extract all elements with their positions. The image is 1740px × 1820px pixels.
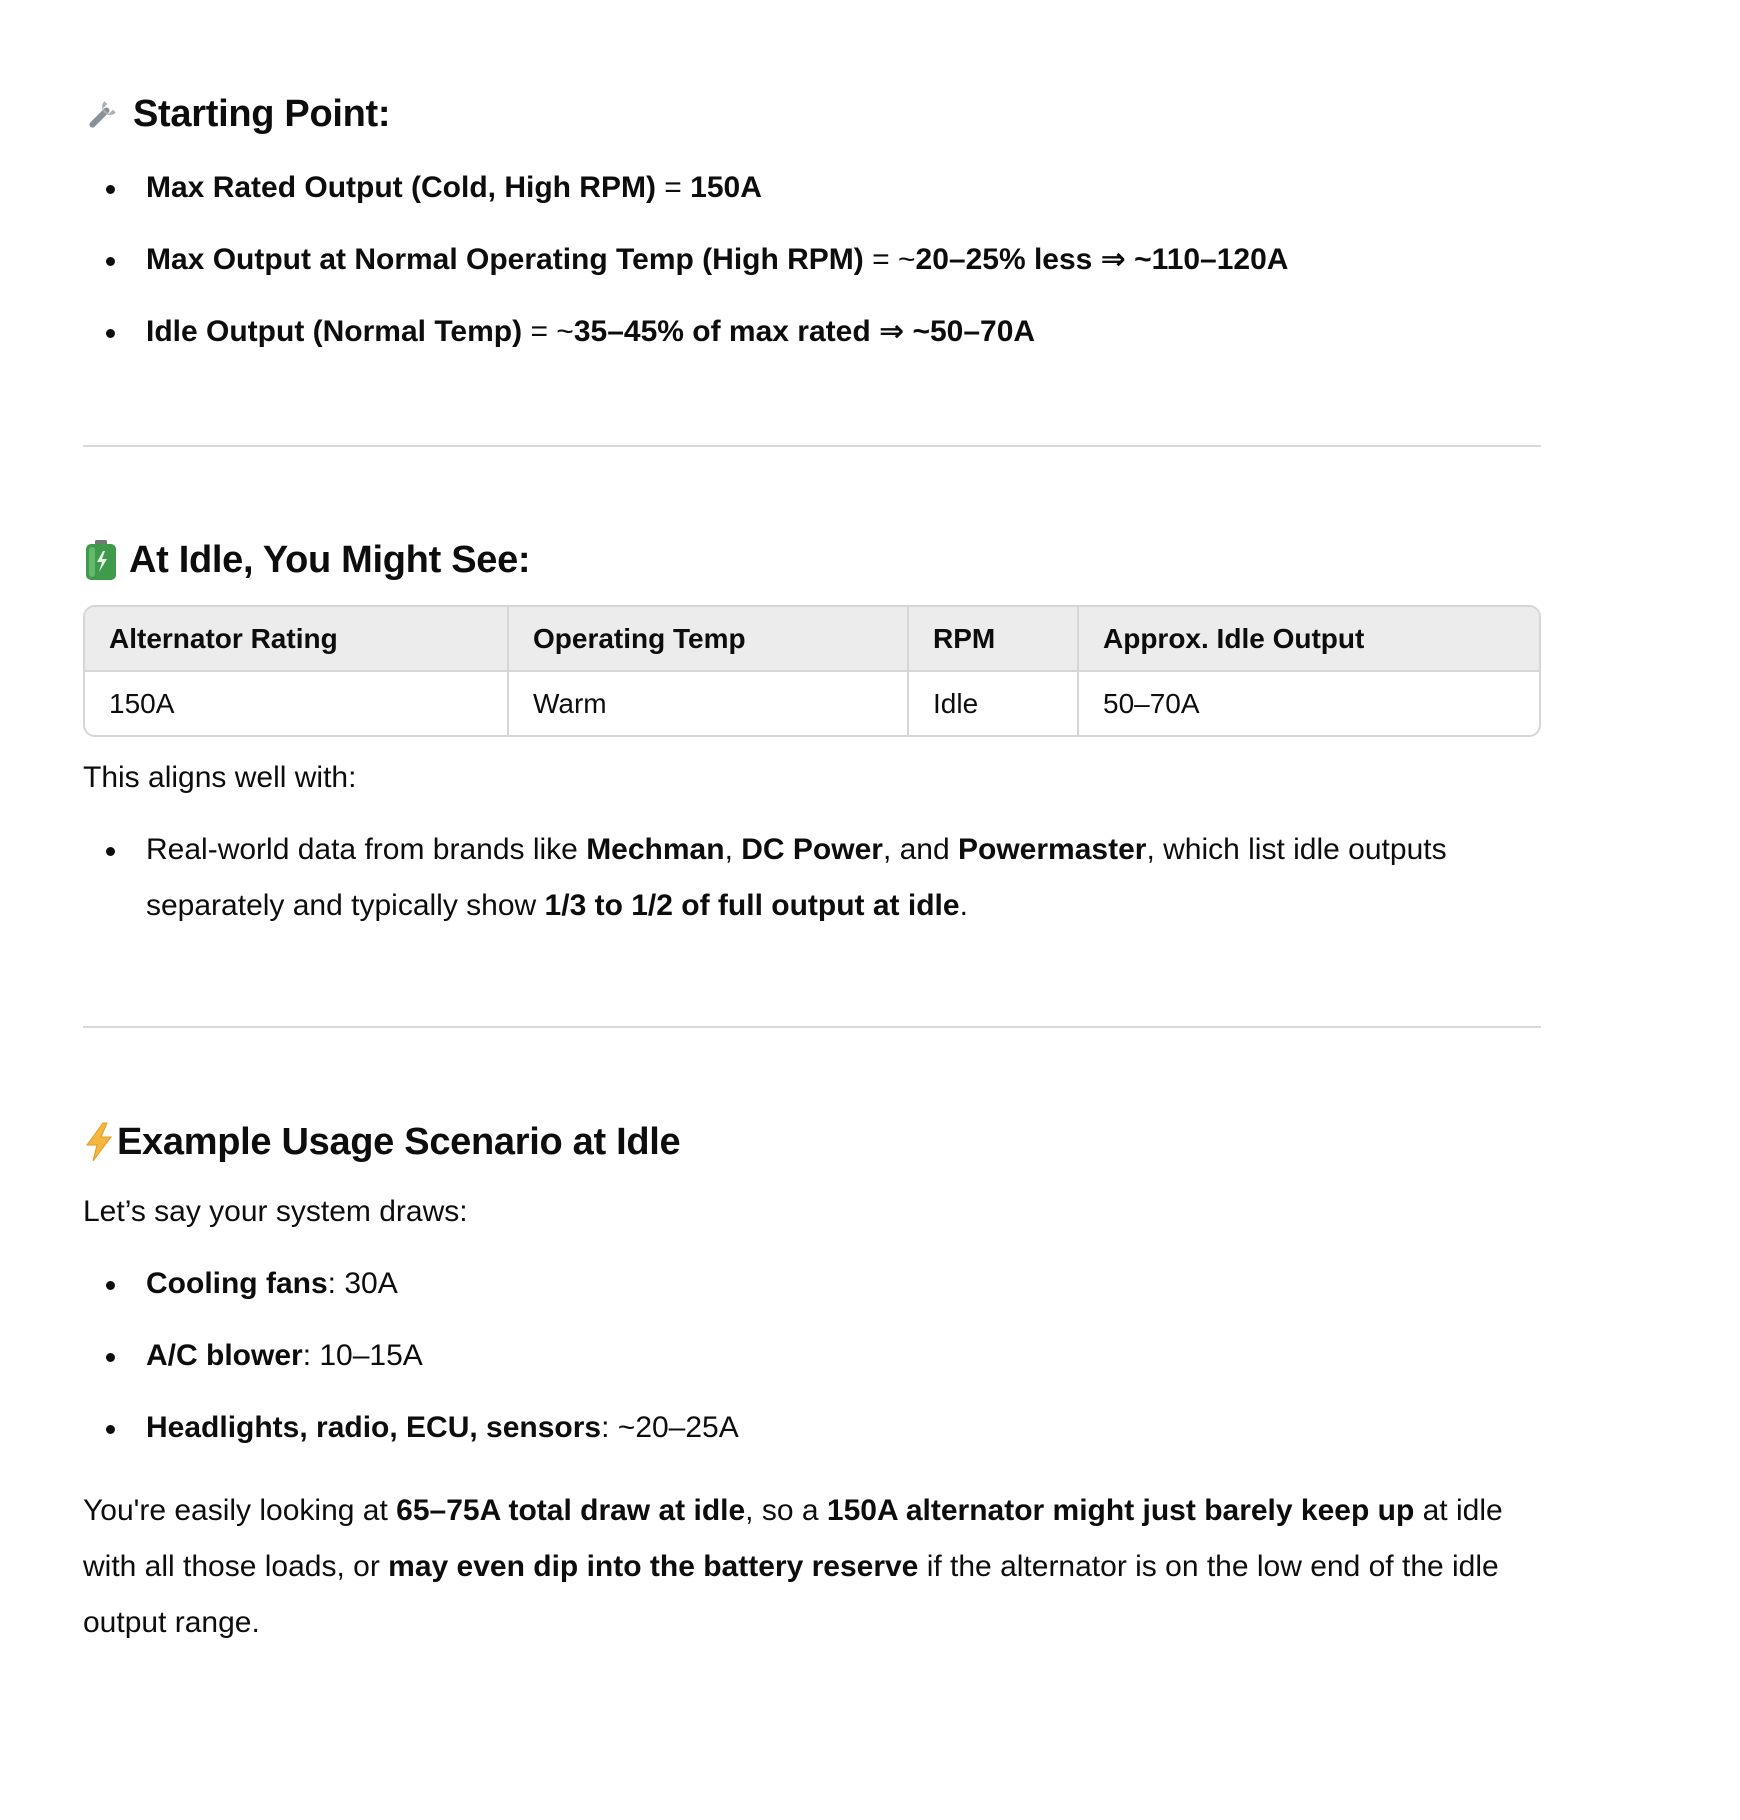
heading-example-usage [83, 1112, 1541, 1172]
system-draw-list [83, 1256, 1541, 1456]
aligns-list [83, 822, 1541, 934]
document-content [83, 0, 1541, 1651]
table-cell: 50–70A [1077, 672, 1539, 735]
battery-icon [83, 539, 119, 581]
table-cell: Idle [907, 672, 1077, 735]
paragraph-intro: This aligns well with: [83, 761, 357, 794]
list-item: Cooling fans: 30A [83, 1256, 1541, 1312]
table-cell: Warm [507, 672, 907, 735]
section-title: Example Usage Scenario at Idle [117, 1120, 681, 1163]
column-header: RPM [907, 607, 1077, 672]
wrench-icon [83, 94, 123, 134]
heading-at-idle [83, 530, 1541, 590]
list-item: Real-world data from brands like Mechman, DC Power, and Powermaster, which list idle outputs separately and typically show 1/3 to 1/2 of full output at idle. [83, 822, 1541, 934]
column-header: Approx. Idle Output [1077, 607, 1539, 672]
brand-powermaster: Powermaster [958, 833, 1147, 866]
list-item: Headlights, radio, ECU, sensors: ~20–25A [83, 1400, 1541, 1456]
list-item: A/C blower: 10–15A [83, 1328, 1541, 1384]
table-row [85, 672, 1539, 735]
list-item: Idle Output (Normal Temp) = ~35–45% of max rated ⇒ ~50–70A [83, 304, 1541, 360]
list-item: Max Output at Normal Operating Temp (High RPM) = ~20–25% less ⇒ ~110–120A [83, 232, 1541, 288]
paragraph-intro: Let’s say your system draws: [83, 1195, 468, 1228]
idle-output-table [83, 605, 1541, 737]
brand-dc-power: DC Power [741, 833, 883, 866]
section-title: At Idle, You Might See: [129, 538, 531, 581]
column-header: Alternator Rating [85, 607, 507, 672]
table-cell: 150A [109, 687, 175, 719]
table-header-row [85, 607, 1539, 672]
lightning-icon [83, 1121, 115, 1163]
starting-point-list [83, 160, 1541, 360]
paragraph-conclusion: You're easily looking at 65–75A total draw at idle, so a 150A alternator might just barely keep up at idle with all those loads, or may even dip into the battery reserve if the alternator is on the low end of the idle output range. [83, 1494, 1503, 1639]
column-header: Operating Temp [507, 607, 907, 672]
list-item: Max Rated Output (Cold, High RPM) = 150A [83, 160, 1541, 216]
heading-starting-point [83, 84, 1541, 144]
brand-mechman: Mechman [586, 833, 725, 866]
section-title: Starting Point: [133, 92, 391, 135]
